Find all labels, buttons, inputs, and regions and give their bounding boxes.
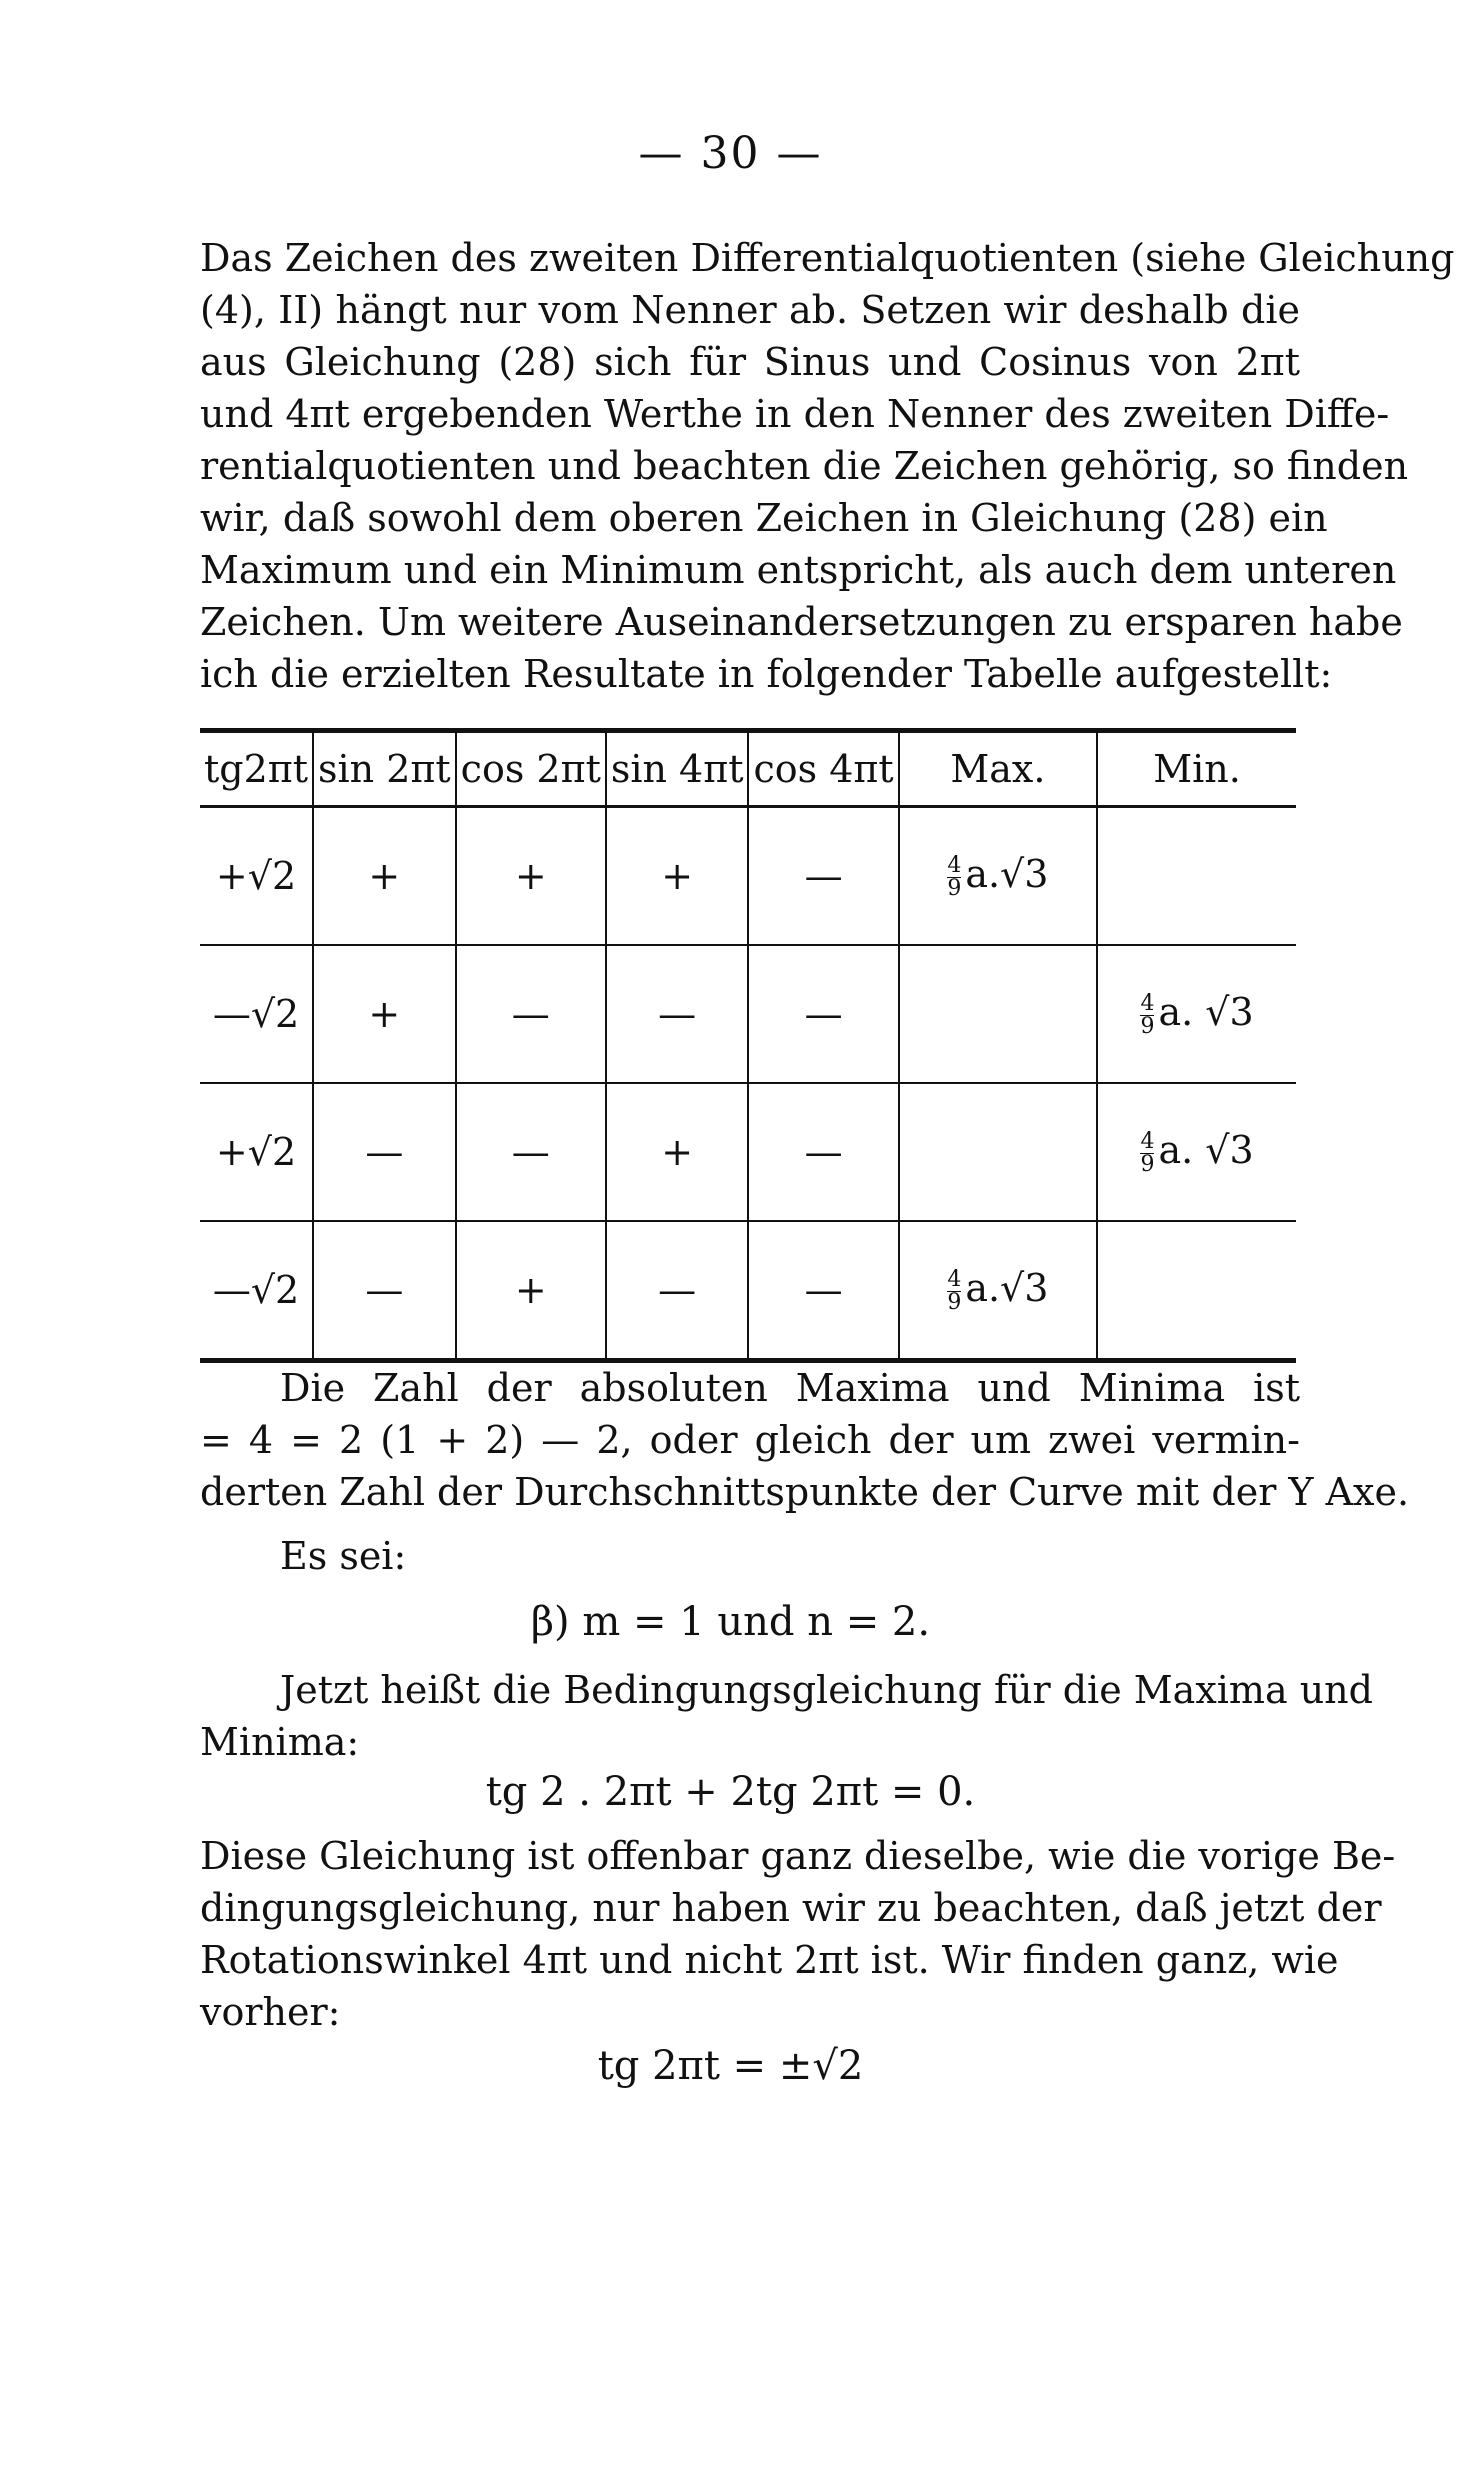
text-line: rentialquotienten und beachten die Zeichen gehörig, so finden <box>200 444 1409 488</box>
text-line: Maximum und ein Minimum entspricht, als auch dem unteren <box>200 548 1397 592</box>
text-line: vorher: <box>200 1990 341 2034</box>
cell-tg: +√2 <box>200 807 313 946</box>
cell-min: $\frac{4}{9}$ a. √3 <box>1097 1083 1296 1221</box>
cell-cos2: — <box>456 1083 606 1221</box>
text-line: aus Gleichung (28) sich für Sinus und Cosinus von 2πt <box>200 340 1300 384</box>
cell-sin2: + <box>313 807 456 946</box>
header-sin4pt: sin 4πt <box>606 731 749 807</box>
paragraph-intro <box>200 232 1455 700</box>
cell-cos4: — <box>748 1083 898 1221</box>
cell-cos2: + <box>456 807 606 946</box>
text-line: Rotationswinkel 4πt und nicht 2πt ist. Wir finden ganz, wie <box>200 1938 1339 1982</box>
es-sei-label: Es sei: <box>280 1534 407 1578</box>
cell-sin2: — <box>313 1083 456 1221</box>
text-line: Das Zeichen des zweiten Differentialquotienten (siehe Gleichung <box>200 236 1455 280</box>
paragraph-condition <box>200 1664 1373 1768</box>
paragraph-count <box>200 1362 1410 1518</box>
cell-cos2: — <box>456 945 606 1083</box>
formula-condition: tg 2 . 2πt + 2tg 2πt = 0. <box>485 1769 976 1815</box>
fraction: $\frac{4}{9}$ <box>947 1267 962 1315</box>
text-line: wir, daß sowohl dem oberen Zeichen in Gleichung (28) ein <box>200 496 1328 540</box>
text-line: dingungsgleichung, nur haben wir zu beachten, daß jetzt der <box>200 1886 1382 1930</box>
table-row <box>200 1221 1296 1361</box>
text-line: = 4 = 2 (1 + 2) — 2, oder gleich der um zwei vermin- <box>200 1418 1300 1462</box>
cell-tg: —√2 <box>200 1221 313 1361</box>
text-line: Jetzt heißt die Bedingungsgleichung für die Maxima und <box>280 1668 1373 1712</box>
cell-sin4: — <box>606 1221 749 1361</box>
table-row <box>200 1083 1296 1221</box>
cell-min <box>1097 807 1296 946</box>
fraction: $\frac{4}{9}$ <box>947 853 962 901</box>
header-cos4pt: cos 4πt <box>748 731 898 807</box>
fraction: $\frac{4}{9}$ <box>1140 1129 1155 1177</box>
text-line: Zeichen. Um weitere Auseinandersetzungen zu ersparen habe <box>200 600 1403 644</box>
results-table <box>200 728 1296 1363</box>
cell-sin2: — <box>313 1221 456 1361</box>
header-min: Min. <box>1097 731 1296 807</box>
formula-tg-result: tg 2πt = ±√2 <box>597 2043 864 2089</box>
cell-max <box>899 1083 1097 1221</box>
cell-max <box>899 945 1097 1083</box>
cell-tg: +√2 <box>200 1083 313 1221</box>
header-tg2pt: tg2πt <box>200 731 313 807</box>
cell-max: $\frac{4}{9}$ a.√3 <box>899 1221 1097 1361</box>
header-sin2pt: sin 2πt <box>313 731 456 807</box>
cell-cos2: + <box>456 1221 606 1361</box>
table-row <box>200 807 1296 946</box>
cell-max: $\frac{4}{9}$ a.√3 <box>899 807 1097 946</box>
paragraph-same-equation <box>200 1830 1396 2038</box>
fraction: $\frac{4}{9}$ <box>1140 991 1155 1039</box>
cell-cos4: — <box>748 807 898 946</box>
text-line: ich die erzielten Resultate in folgender Tabelle aufgestellt: <box>200 652 1333 696</box>
page-number: — 30 — <box>638 128 823 179</box>
header-cos2pt: cos 2πt <box>456 731 606 807</box>
cell-min <box>1097 1221 1296 1361</box>
cell-cos4: — <box>748 945 898 1083</box>
cell-sin4: — <box>606 945 749 1083</box>
header-max: Max. <box>899 731 1097 807</box>
cell-sin4: + <box>606 1083 749 1221</box>
cell-sin2: + <box>313 945 456 1083</box>
cell-tg: —√2 <box>200 945 313 1083</box>
text-line: Die Zahl der absoluten Maxima und Minima ist <box>280 1366 1300 1410</box>
text-line: derten Zahl der Durchschnittspunkte der Curve mit der Y Axe. <box>200 1470 1410 1514</box>
table-row <box>200 945 1296 1083</box>
cell-cos4: — <box>748 1221 898 1361</box>
cell-min: $\frac{4}{9}$ a. √3 <box>1097 945 1296 1083</box>
text-line: Diese Gleichung ist offenbar ganz dieselbe, wie die vorige Be- <box>200 1834 1396 1878</box>
text-line: und 4πt ergebenden Werthe in den Nenner des zweiten Diffe- <box>200 392 1390 436</box>
text-line: Minima: <box>200 1720 360 1764</box>
cell-sin4: + <box>606 807 749 946</box>
table-header-row <box>200 731 1296 807</box>
text-line: (4), II) hängt nur vom Nenner ab. Setzen wir deshalb die <box>200 288 1300 332</box>
formula-m-n: β) m = 1 und n = 2. <box>530 1599 931 1645</box>
